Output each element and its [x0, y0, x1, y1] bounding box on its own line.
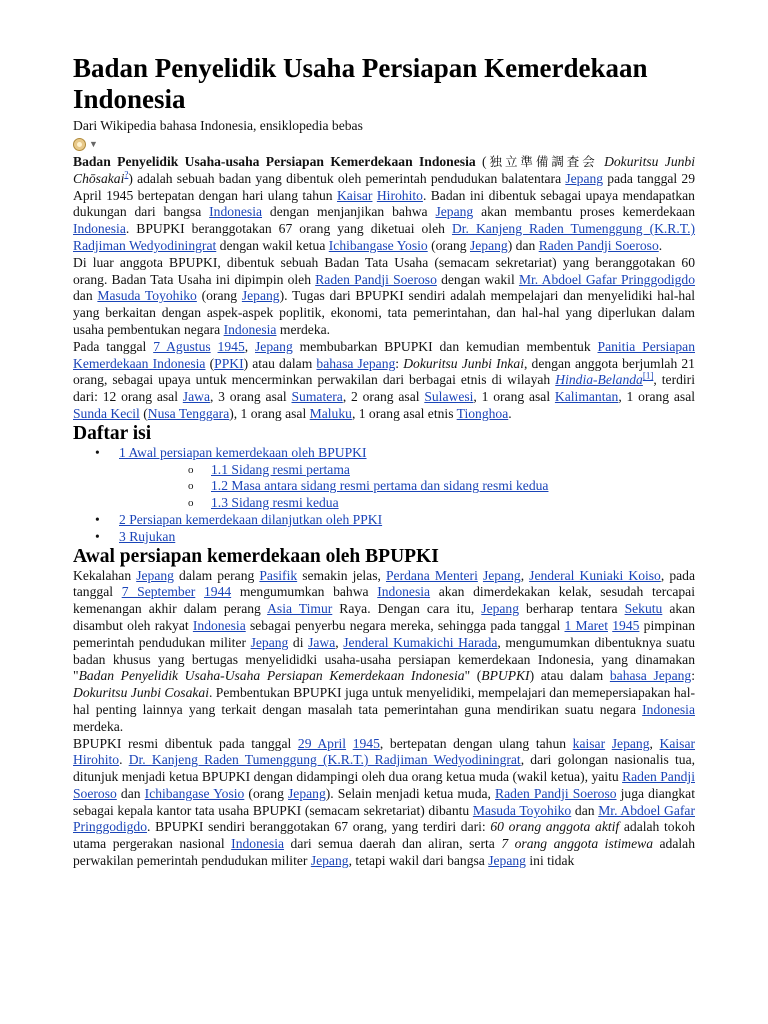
link[interactable]: kaisar — [572, 735, 606, 751]
link[interactable]: Mr. Abdoel Gafar Pringgodigdo — [73, 802, 695, 835]
toc-subitem — [119, 495, 695, 512]
japanese-term: 独立準備調査会 — [486, 154, 598, 169]
link[interactable]: 1944 — [203, 584, 232, 600]
text: , terdiri dari: 12 orang asal — [73, 372, 695, 405]
toc-subitem — [119, 478, 695, 495]
text: Kekalahan — [73, 567, 137, 583]
text: , dari golongan nasionalis tua, ditunjuk menjadi ketua BPUPKI dengan didampingi oleh dua orang ketua muda (wakil ketua), yaitu — [73, 752, 695, 785]
link[interactable]: Dr. Kanjeng Raden Tumenggung (K.R.T.) Radjiman Wedyodiningrat — [128, 752, 521, 768]
text: akan membantu proses kemerdekaan — [473, 204, 695, 220]
section-heading: Awal persiapan kemerdekaan oleh BPUPKI — [73, 545, 439, 567]
paragraph — [73, 568, 695, 736]
text: , 1 orang asal — [473, 389, 555, 405]
link[interactable]: Raden Pandji Soeroso — [315, 271, 437, 287]
page-title: Badan Penyelidik Usaha Persiapan Kemerdekaan Indonesia — [73, 53, 648, 114]
text: dari semua daerah dan aliran, serta — [284, 836, 502, 852]
toc-item — [73, 445, 695, 512]
text: akan disambut oleh rakyat — [73, 601, 696, 633]
intro-paragraph — [73, 154, 695, 255]
toc-link[interactable]: 1 Awal persiapan kemerdekaan oleh BPUPKI — [119, 444, 367, 460]
text: , — [244, 338, 256, 354]
text: dalam perang — [173, 567, 260, 583]
link[interactable]: Mr. Abdoel Gafar Pringgodigdo — [518, 271, 696, 287]
link[interactable]: Raden Pandji Soeroso — [538, 237, 659, 253]
text: semakin jelas, — [297, 567, 386, 583]
link[interactable]: Sunda Kecil — [73, 405, 140, 421]
text: di — [288, 634, 309, 650]
text: : — [691, 668, 695, 684]
link[interactable]: PPKI — [214, 355, 244, 371]
bold-term: Badan Penyelidik Usaha-usaha Persiapan Kemerdekaan Indonesia — [73, 154, 476, 169]
text: sebagai penyerbu negara mereka, sehingga pada tanggal — [245, 617, 565, 633]
text: dan — [571, 802, 599, 818]
toc-link[interactable]: 3 Rujukan — [119, 528, 176, 544]
link[interactable]: Dr. Kanjeng Raden Tumenggung (K.R.T.) Radjiman Wedyodiningrat — [73, 221, 695, 253]
text: : — [395, 355, 404, 371]
text: ini tidak — [525, 853, 575, 869]
citation-link[interactable]: [1] — [642, 370, 654, 381]
italic-term: Dokuritsu Junbi Cosakai — [73, 685, 209, 701]
text: , — [520, 567, 530, 583]
text: ) adalah sebuah badan yang dibentuk oleh pemerintah pendudukan balatentara — [128, 170, 566, 186]
text: , — [335, 634, 344, 650]
link[interactable]: Jepang — [310, 853, 349, 869]
link[interactable]: Raden Pandji Soeroso — [73, 769, 695, 801]
text: mengumumkan bahwa — [231, 584, 378, 600]
text: ( — [139, 405, 148, 421]
link[interactable]: Jepang — [241, 288, 280, 304]
text: akan dimerdekakan kelak, sesudah tercapai kemenangan akhir dalam perang — [73, 584, 695, 617]
link[interactable]: Indonesia — [223, 321, 277, 337]
text: , tetapi wakil dari bangsa — [348, 853, 489, 869]
text — [346, 736, 353, 751]
text: " ( — [464, 668, 482, 684]
text: ), 1 orang asal — [229, 405, 310, 421]
text: Raya. Dengan cara itu, — [332, 601, 482, 617]
text: dan — [116, 785, 145, 801]
link[interactable]: 1945 — [352, 735, 380, 751]
toc-link[interactable]: 2 Persiapan kemerdekaan dilanjutkan oleh PPKI — [119, 511, 383, 527]
text: , bertepatan dengan ulang tahun — [379, 735, 573, 751]
text: ) dan — [507, 237, 539, 253]
link[interactable]: Jawa — [308, 634, 336, 650]
link[interactable]: Nusa Tenggara — [147, 405, 230, 421]
paragraph — [73, 736, 695, 870]
link[interactable]: Raden Pandji Soeroso — [495, 785, 617, 801]
link[interactable]: 1 Maret — [564, 617, 608, 633]
text: ( — [205, 355, 215, 371]
text: . BPUPKI beranggotakan 67 orang yang diketuai oleh — [125, 221, 452, 237]
toc-link[interactable]: 1.2 Masa antara sidang resmi pertama dan sidang resmi kedua — [211, 478, 549, 494]
text: , 2 orang asal — [342, 389, 425, 405]
text: , dengan anggota berjumlah 21 orang, sebagai upaya untuk mencerminkan perwakilan dari berbagai etnis di wilayah — [73, 355, 695, 388]
link[interactable]: Indonesia — [642, 701, 695, 717]
link[interactable]: Perdana Menteri — [385, 567, 478, 583]
text: (orang — [427, 237, 470, 253]
pronunciation-link[interactable]: ? — [124, 169, 129, 180]
link[interactable]: bahasa Jepang — [609, 668, 692, 684]
paragraph — [73, 339, 695, 423]
text: ). Tugas dari BPUPKI sendiri adalah mempelajari dan menyelidiki hal-hal yang berkaitan dengan aspek-aspek poplitik, ekonomi, tata pemerintahan, dan hal-hal yang diperlukan dalam usaha pembentukan negara — [73, 288, 696, 337]
link[interactable]: Indonesia — [209, 204, 263, 220]
text: ) atau dalam — [529, 668, 610, 684]
text: . Pembentukan BPUPKI juga untuk menyelidiki, mempelajari dan memepersiapakan hal-hal penting lainnya yang terkait dengan masalah tata pemerintahan guna mendirikan suatu negara — [73, 685, 695, 717]
link[interactable]: Hindia-Belanda — [555, 372, 643, 388]
italic-term: Badan Penyelidik Usaha-Usaha Persiapan Kemerdekaan Indonesia — [78, 668, 465, 684]
link[interactable]: Ichibangase Yosio — [328, 237, 428, 253]
text: . — [658, 237, 663, 253]
text: . Badan ini dibentuk sebagai upaya mendapatkan dukungan dari bangsa — [73, 187, 695, 220]
link[interactable]: 7 September — [121, 584, 196, 600]
link[interactable]: Indonesia — [377, 584, 431, 600]
link[interactable]: Jepang — [481, 601, 520, 617]
link[interactable]: Jepang — [255, 338, 293, 354]
link[interactable]: bahasa Jepang — [316, 355, 396, 371]
text: ( — [475, 154, 487, 169]
text: dengan wakil ketua — [216, 237, 329, 253]
link[interactable]: Jepang — [611, 735, 650, 751]
text — [195, 584, 204, 599]
link[interactable]: Tionghoa — [456, 405, 509, 421]
table-of-contents — [73, 445, 695, 546]
link[interactable]: Sekutu — [624, 601, 663, 617]
link[interactable]: Jenderal Kuniaki Koiso — [529, 567, 661, 583]
link[interactable]: Pasifik — [259, 567, 298, 583]
text: adalah perwakilan pemerintah pendudukan militer — [73, 836, 695, 869]
text: dengan menjanjikan bahwa — [262, 204, 436, 220]
romaji-term: Dokuritsu Junbi Inkai — [403, 355, 525, 371]
italic-term: BPUPKI — [481, 668, 530, 684]
toc-heading: Daftar isi — [73, 422, 152, 444]
link[interactable]: 7 Agustus — [153, 338, 211, 354]
text: , 1 orang asal — [618, 389, 696, 405]
text: ). Selain menjadi ketua muda, — [325, 785, 496, 801]
subtitle: Dari Wikipedia bahasa Indonesia, ensiklopedia bebas — [73, 118, 363, 133]
text: Di luar anggota BPUPKI, dibentuk sebuah Badan Tata Usaha (semacam sekretariat) yang beranggotakan 60 orang. Badan Tata Usaha ini dipimpin oleh — [73, 254, 695, 287]
text: , 1 orang asal etnis — [351, 405, 457, 421]
text: (orang — [244, 785, 289, 801]
text: BPUPKI resmi dibentuk pada tanggal — [73, 735, 298, 751]
romaji-term: Dokuritsu Junbi Chōsakai — [73, 154, 695, 186]
link[interactable]: Ichibangase Yosio — [144, 785, 245, 801]
text: (orang — [196, 288, 242, 304]
text: , mengumumkan dibentuknya suatu badan khusus yang bertugas menyelididki usaha-usaha persiapan kemerdekaan Indonesia, yang dinamakan " — [73, 634, 695, 684]
toc-link[interactable]: 1.1 Sidang resmi pertama — [211, 461, 350, 477]
link[interactable]: Panitia Persiapan Kemerdekaan Indonesia — [73, 338, 695, 371]
link[interactable]: Jepang — [250, 634, 289, 650]
link[interactable]: Hirohito — [73, 752, 120, 768]
text: merdeka. — [276, 321, 331, 337]
text: , pada tanggal — [73, 567, 695, 600]
link[interactable]: Jepang — [288, 785, 326, 801]
text — [605, 736, 612, 751]
link[interactable]: Indonesia — [73, 221, 126, 237]
text: membubarkan BPUPKI dan kemudian membentuk — [292, 338, 598, 354]
italic-term: 7 orang anggota istimewa — [501, 836, 654, 852]
toc-link[interactable]: 1.3 Sidang resmi kedua — [211, 495, 339, 511]
text: merdeka. — [73, 718, 124, 734]
text: ) atau dalam — [243, 355, 317, 371]
toc-item — [73, 512, 695, 529]
toc-item — [73, 529, 695, 546]
italic-term: 60 orang anggota aktif — [490, 819, 620, 835]
link[interactable]: Jepang — [488, 853, 526, 869]
link[interactable]: Sulawesi — [424, 389, 474, 405]
text — [211, 339, 218, 354]
link[interactable]: Hirohito — [376, 187, 423, 203]
text: adalah tokoh utama pergerakan nasional — [73, 819, 695, 852]
link[interactable]: Masuda Toyohiko — [472, 802, 572, 818]
link[interactable]: Sumatera — [291, 389, 343, 405]
text: , — [649, 735, 660, 751]
audio-button[interactable] — [73, 136, 695, 152]
paragraph — [73, 255, 695, 339]
link[interactable]: Masuda Toyohiko — [97, 288, 197, 304]
text: pimpinan pemerintah pendudukan militer — [73, 617, 695, 650]
text: . BPUPKI sendiri beranggotakan 67 orang, yang terdiri dari: — [147, 819, 491, 835]
link[interactable]: Indonesia — [231, 836, 285, 852]
dropdown-arrow-icon[interactable]: ▼ — [89, 138, 98, 149]
text: juga diangkat sebagai kepala kantor tata usaha BPUPKI (semacam sekretariat) dibantu — [73, 785, 695, 818]
link[interactable]: Kaisar — [336, 187, 373, 203]
link[interactable]: Maluku — [309, 405, 352, 421]
text: , 3 orang asal — [209, 389, 292, 405]
link[interactable]: Jawa — [182, 389, 210, 405]
text: pada tanggal 29 April 1945 bertepatan dengan hari ulang tahun — [73, 170, 695, 203]
speaker-icon[interactable] — [73, 138, 86, 151]
link[interactable]: Jepang — [136, 567, 174, 583]
link[interactable]: Jenderal Kumakichi Harada — [343, 634, 498, 650]
link[interactable]: Jepang — [435, 204, 474, 220]
text: . — [508, 405, 512, 421]
link[interactable]: Kaisar — [659, 735, 696, 751]
link[interactable]: Jepang — [565, 170, 604, 186]
text: berharap tentara — [519, 601, 625, 617]
text: . — [119, 752, 129, 768]
link[interactable]: Jepang — [482, 567, 521, 583]
link[interactable]: 1945 — [217, 338, 245, 354]
article — [73, 50, 695, 870]
link[interactable]: Kalimantan — [554, 389, 619, 405]
link[interactable]: Indonesia — [192, 617, 246, 633]
text: Pada tanggal — [73, 338, 154, 354]
text: dengan wakil — [436, 271, 519, 287]
link[interactable]: Asia Timur — [267, 601, 333, 617]
link[interactable]: 29 April — [297, 735, 347, 751]
toc-subitem — [119, 462, 695, 479]
link[interactable]: 1945 — [612, 617, 640, 633]
link[interactable]: Jepang — [469, 237, 508, 253]
text: dan — [73, 288, 98, 304]
